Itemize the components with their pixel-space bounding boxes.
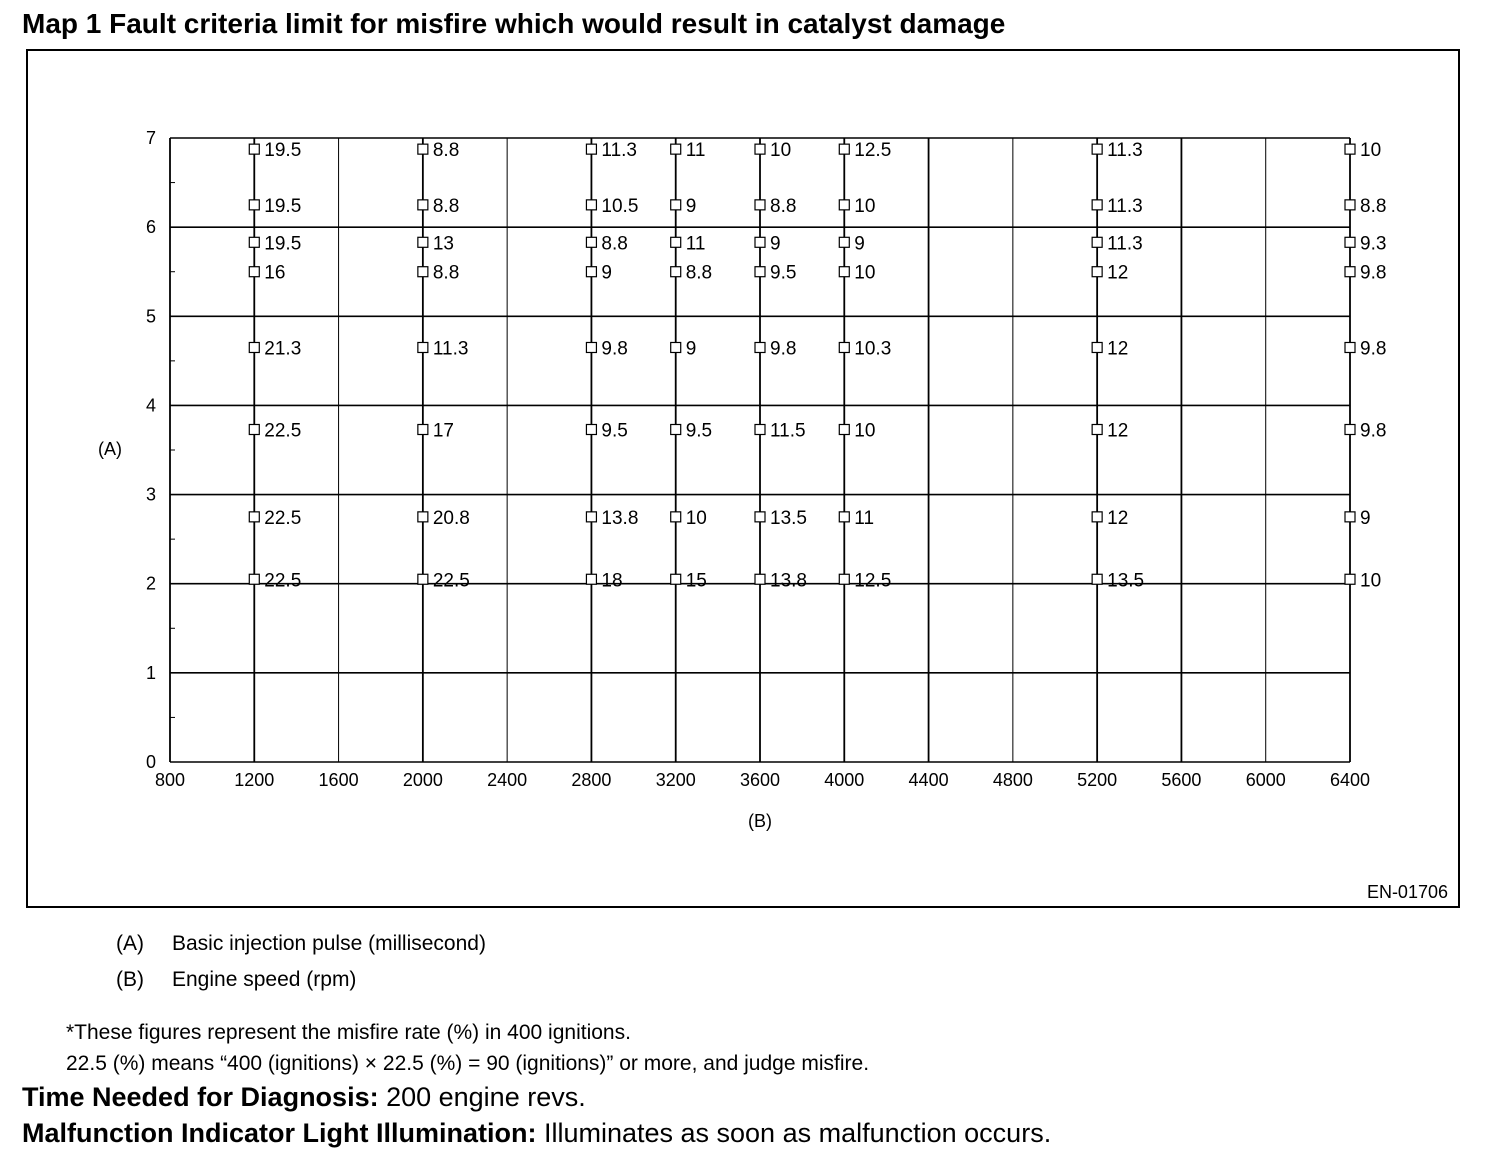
data-point-marker [1345, 424, 1355, 434]
legend-item-a [116, 932, 486, 956]
data-label: 9 [685, 338, 697, 360]
data-label: 8.8 [685, 262, 713, 284]
data-label: 9.3 [1360, 233, 1387, 255]
data-point-marker [839, 267, 849, 277]
x-tick-label-1600: 1600 [318, 770, 359, 790]
data-label: 13.5 [770, 507, 807, 529]
y-tick-label-4: 4 [145, 395, 156, 416]
legend-text-b: Engine speed (rpm) [172, 968, 357, 991]
data-label: 16 [264, 262, 286, 284]
data-point-marker [1092, 512, 1102, 522]
data-point-marker [671, 424, 681, 434]
y-tick-label-2: 2 [145, 573, 156, 594]
data-label: 12.5 [854, 140, 892, 162]
data-label: 9.8 [770, 338, 797, 360]
diagnosis-time-label: Time Needed for Diagnosis: [22, 1082, 379, 1112]
x-tick-label-1200: 1200 [234, 770, 275, 790]
data-point-marker [1092, 144, 1102, 154]
data-label: 10 [770, 140, 792, 162]
x-tick-label-4000: 4000 [824, 770, 865, 790]
data-label: 9.5 [770, 262, 797, 284]
x-tick-label-5200: 5200 [1077, 770, 1118, 790]
x-tick-label-4400: 4400 [908, 770, 949, 790]
data-point-marker [418, 144, 428, 154]
data-point-marker [671, 512, 681, 522]
data-point-marker [1092, 574, 1102, 584]
data-label: 12 [1107, 420, 1129, 442]
data-label: 9 [1360, 507, 1371, 529]
data-point-marker [755, 237, 765, 247]
data-point-marker [249, 267, 259, 277]
mil-illumination-value: Illuminates as soon as malfunction occurs. [536, 1118, 1052, 1148]
data-point-marker [671, 267, 681, 277]
data-label: 11 [685, 140, 706, 162]
data-point-marker [418, 267, 428, 277]
data-label: 9 [770, 233, 781, 255]
y-tick-label-1: 1 [145, 662, 156, 683]
data-label: 10 [685, 507, 707, 529]
data-label: 11 [685, 233, 706, 255]
data-point-marker [671, 574, 681, 584]
data-point-marker [839, 144, 849, 154]
data-label: 10 [854, 262, 876, 284]
legend-key-a: (A) [116, 932, 144, 955]
data-point-marker [249, 342, 259, 352]
data-label: 13.8 [770, 570, 807, 592]
data-point-marker [586, 424, 596, 434]
data-point-marker [418, 424, 428, 434]
data-label: 8.8 [432, 195, 460, 217]
data-label: 8.8 [601, 233, 628, 255]
data-label: 22.5 [264, 507, 302, 529]
data-point-marker [418, 574, 428, 584]
data-point-marker [586, 267, 596, 277]
data-label: 9.8 [1360, 420, 1387, 442]
data-point-marker [755, 512, 765, 522]
data-point-marker [418, 512, 428, 522]
data-label: 17 [432, 420, 454, 442]
data-point-marker [249, 237, 259, 247]
data-label: 13 [432, 233, 454, 255]
x-tick-label-800: 800 [154, 770, 186, 790]
data-label: 12 [1107, 262, 1129, 284]
data-label: 13.8 [601, 507, 639, 529]
data-label: 20.8 [432, 507, 470, 529]
x-tick-label-6000: 6000 [1245, 770, 1286, 790]
x-tick-label-5600: 5600 [1161, 770, 1202, 790]
data-point-marker [586, 237, 596, 247]
legend-item-b [116, 968, 356, 992]
page-title: Map 1 Fault criteria limit for misfire which would result in catalyst damage [22, 8, 1006, 39]
data-label: 11.3 [1107, 195, 1143, 217]
y-tick-label-6: 6 [145, 217, 156, 238]
data-label: 11.3 [432, 338, 469, 360]
data-point-marker [839, 342, 849, 352]
data-label: 10 [854, 420, 876, 442]
data-point-marker [586, 200, 596, 210]
data-point-marker [839, 512, 849, 522]
data-point-marker [418, 342, 428, 352]
data-point-marker [1345, 200, 1355, 210]
diagnosis-time-line [22, 1082, 586, 1113]
y-tick-label-5: 5 [145, 306, 156, 327]
data-label: 10.3 [854, 338, 892, 360]
data-label: 8.8 [432, 140, 460, 162]
data-point-marker [839, 574, 849, 584]
x-axis-label: (B) [748, 811, 772, 831]
data-label: 8.8 [432, 262, 460, 284]
data-point-marker [755, 200, 765, 210]
y-tick-label-0: 0 [145, 752, 156, 772]
x-tick-label-4800: 4800 [992, 770, 1033, 790]
data-label: 11.3 [1107, 233, 1143, 255]
note-misfire-rate: *These figures represent the misfire rate (%) in 400 ignitions. [66, 1021, 631, 1044]
data-point-marker [1345, 512, 1355, 522]
data-point-marker [839, 237, 849, 247]
x-tick-label-2400: 2400 [487, 770, 528, 790]
data-point-marker [586, 144, 596, 154]
y-axis-label: (A) [98, 439, 122, 459]
data-point-marker [249, 512, 259, 522]
x-tick-label-3200: 3200 [655, 770, 696, 790]
data-point-marker [755, 574, 765, 584]
data-label: 19.5 [264, 195, 302, 217]
data-point-marker [755, 342, 765, 352]
data-point-marker [755, 424, 765, 434]
data-label: 9.8 [1360, 338, 1387, 360]
data-point-marker [249, 424, 259, 434]
data-label: 19.5 [264, 233, 302, 255]
data-point-marker [671, 200, 681, 210]
data-point-marker [586, 512, 596, 522]
diagnosis-time-value: 200 engine revs. [378, 1082, 586, 1112]
data-label: 12 [1107, 507, 1129, 529]
data-label: 9 [685, 195, 697, 217]
data-point-marker [1345, 574, 1355, 584]
data-label: 9.8 [601, 338, 628, 360]
data-point-marker [671, 342, 681, 352]
data-label: 9.5 [601, 420, 628, 442]
y-tick-label-3: 3 [145, 484, 156, 505]
x-tick-label-2000: 2000 [402, 770, 443, 790]
data-label: 22.5 [264, 420, 302, 442]
data-point-marker [1092, 200, 1102, 210]
data-label: 12 [1107, 338, 1129, 360]
data-point-marker [755, 144, 765, 154]
data-label: 11.3 [601, 140, 638, 162]
data-point-marker [249, 574, 259, 584]
data-point-marker [249, 200, 259, 210]
data-label: 8.8 [1360, 195, 1387, 217]
y-tick-label-7: 7 [145, 128, 156, 148]
legend-text-a: Basic injection pulse (millisecond) [172, 932, 486, 955]
data-label: 19.5 [264, 140, 302, 162]
data-point-marker [755, 267, 765, 277]
data-label: 15 [685, 570, 707, 592]
data-label: 11 [854, 507, 875, 529]
data-point-marker [839, 424, 849, 434]
data-point-marker [1345, 342, 1355, 352]
data-label: 22.5 [264, 570, 302, 592]
data-point-marker [1345, 144, 1355, 154]
data-label: 9.5 [685, 420, 713, 442]
data-point-marker [1092, 424, 1102, 434]
data-point-marker [671, 144, 681, 154]
data-point-marker [1092, 267, 1102, 277]
data-label: 13.5 [1107, 570, 1145, 592]
data-point-marker [586, 342, 596, 352]
data-label: 10 [1360, 140, 1382, 162]
data-point-marker [1345, 237, 1355, 247]
data-label: 11.5 [770, 420, 806, 442]
figure-code: EN-01706 [1366, 882, 1448, 902]
data-point-marker [586, 574, 596, 584]
data-point-marker [418, 237, 428, 247]
data-label: 21.3 [264, 338, 302, 360]
x-tick-label-2800: 2800 [571, 770, 612, 790]
legend-key-b: (B) [116, 968, 144, 991]
data-point-marker [418, 200, 428, 210]
x-tick-label-3600: 3600 [739, 770, 781, 790]
mil-illumination-label: Malfunction Indicator Light Illumination: [22, 1118, 537, 1148]
data-point-marker [249, 144, 259, 154]
data-label: 18 [601, 570, 623, 592]
data-label: 8.8 [770, 195, 797, 217]
data-point-marker [671, 237, 681, 247]
data-label: 22.5 [432, 570, 470, 592]
data-point-marker [1092, 342, 1102, 352]
data-label: 12.5 [854, 570, 892, 592]
data-point-marker [839, 200, 849, 210]
data-label: 11.3 [1107, 140, 1143, 162]
data-point-marker [1345, 267, 1355, 277]
data-label: 10.5 [601, 195, 639, 217]
data-label: 10 [854, 195, 876, 217]
data-label: 10 [1360, 570, 1382, 592]
data-label: 9 [601, 262, 613, 284]
note-example: 22.5 (%) means “400 (ignitions) × 22.5 (%) = 90 (ignitions)” or more, and judge misfire. [66, 1052, 870, 1075]
data-point-marker [1092, 237, 1102, 247]
data-label: 9.8 [1360, 262, 1387, 284]
mil-illumination-line [22, 1118, 1051, 1149]
data-label: 9 [854, 233, 865, 255]
x-tick-label-6400: 6400 [1329, 770, 1371, 790]
